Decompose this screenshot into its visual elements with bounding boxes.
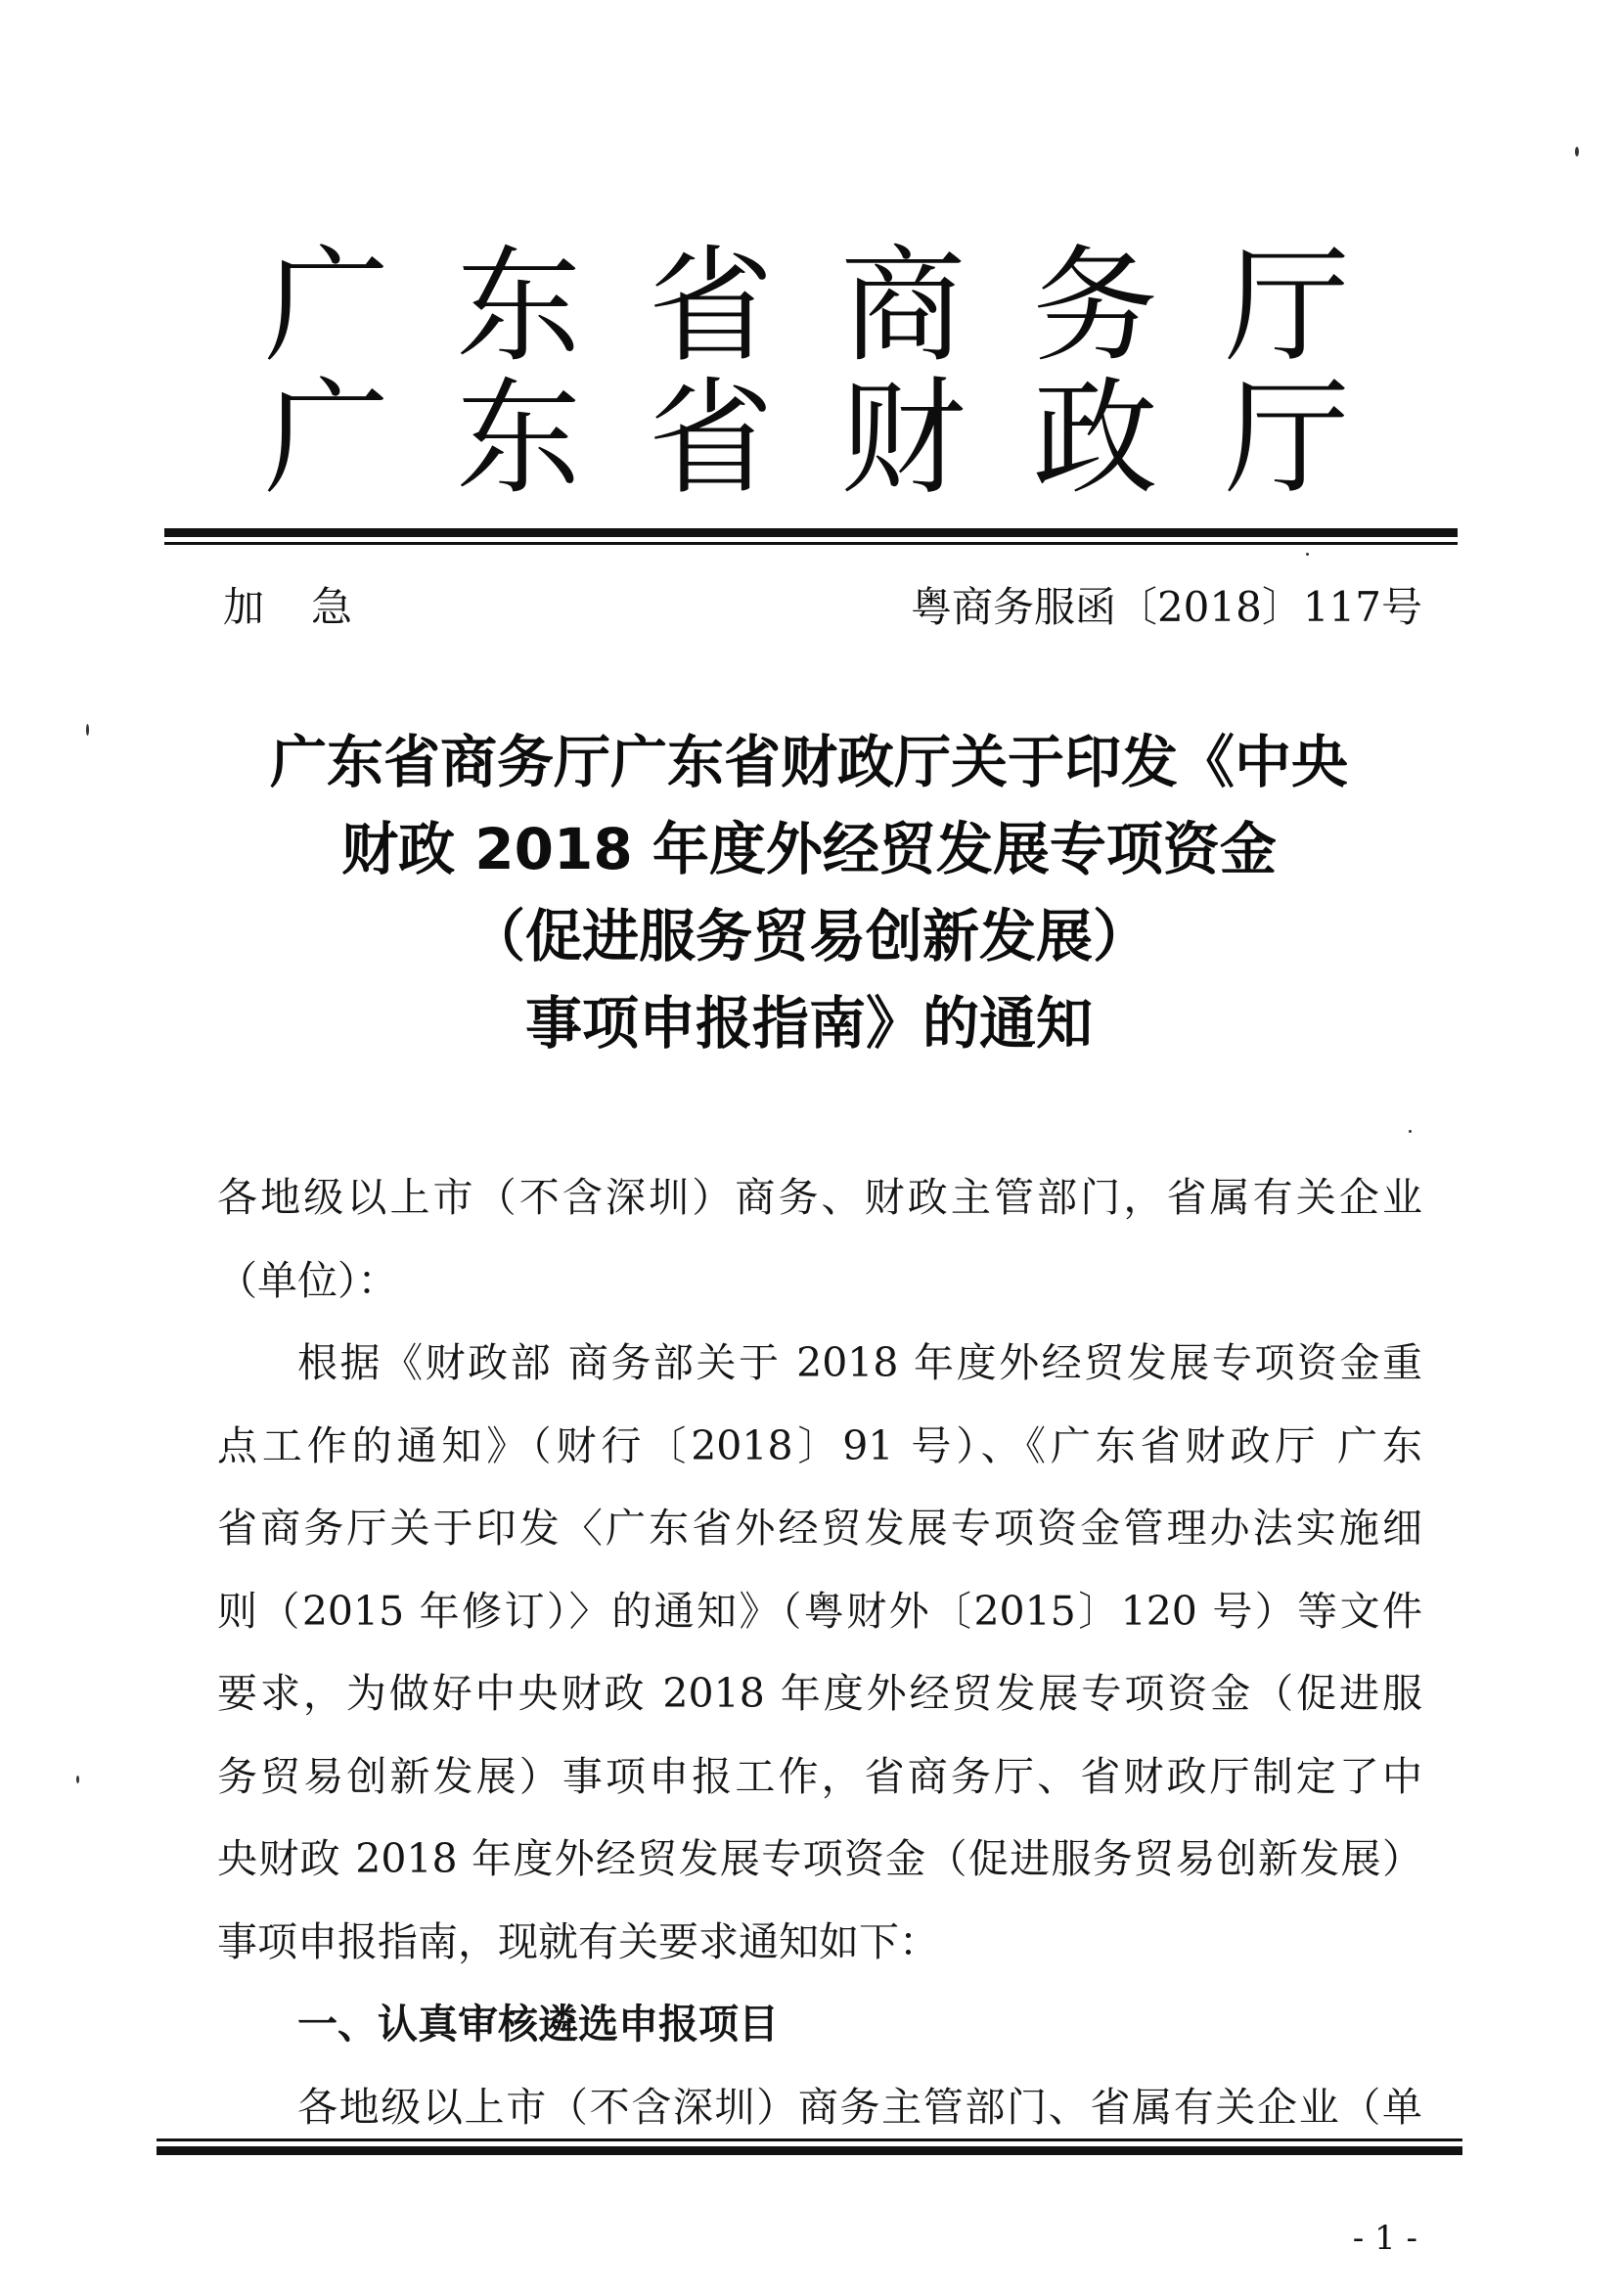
footer-divider-thick <box>157 2146 1462 2155</box>
masthead-char: 务 <box>1032 234 1158 380</box>
paragraph-line: 省商务厅关于印发〈广东省外经贸发展专项资金管理办法实施细 <box>217 1505 1422 1552</box>
section-heading: 一、认真审核遴选申报项目 <box>297 2001 779 2048</box>
masthead-char: 政 <box>1032 366 1158 512</box>
paragraph-line: 点工作的通知》（财行〔2018〕91 号）、《广东省财政厅 广东 <box>217 1421 1422 1469</box>
paragraph-line: 务贸易创新发展）事项申报工作，省商务厅、省财政厅制定了中 <box>217 1752 1422 1800</box>
scan-speck <box>1409 1130 1412 1133</box>
addressee-line: 各地级以上市（不含深圳）商务、财政主管部门，省属有关企业 <box>217 1174 1422 1221</box>
masthead-char: 广 <box>264 234 390 380</box>
paragraph-line: 各地级以上市（不含深圳）商务主管部门、省属有关企业（单 <box>297 2083 1422 2131</box>
paragraph-line: 事项申报指南，现就有关要求通知如下： <box>217 1917 939 1965</box>
header-divider-thick <box>164 528 1458 537</box>
document-title <box>196 719 1422 1067</box>
paragraph-line: 央财政 2018 年度外经贸发展专项资金（促进服务贸易创新发展） <box>217 1835 1422 1882</box>
scan-speck <box>1575 147 1579 157</box>
title-line: 财政 2018 年度外经贸发展专项资金 <box>341 816 1277 882</box>
title-line: （促进服务贸易创新发展） <box>468 903 1149 969</box>
scan-speck <box>1306 553 1309 556</box>
title-line: 广东省商务厅广东省财政厅关于印发《中央 <box>269 729 1348 795</box>
masthead-char: 厅 <box>1224 366 1350 512</box>
document-number: 粤商务服函〔2018〕117号 <box>910 583 1422 631</box>
footer-divider-thin <box>157 2138 1462 2141</box>
masthead-char: 厅 <box>1224 234 1350 380</box>
page-number: - 1 - <box>1352 2219 1417 2258</box>
masthead-char: 东 <box>456 234 582 380</box>
masthead-char: 广 <box>264 366 390 512</box>
document-body <box>217 1156 1422 2148</box>
urgency-label: 加急 <box>223 583 400 631</box>
masthead-char: 商 <box>840 234 966 380</box>
paragraph-line: 则（2015 年修订）〉的通知》（粤财外〔2015〕120 号）等文件 <box>217 1587 1422 1635</box>
title-line: 事项申报指南》的通知 <box>524 990 1093 1057</box>
masthead-char: 省 <box>648 234 774 380</box>
masthead-commerce-dept <box>264 234 1350 380</box>
scan-speck <box>76 1776 79 1783</box>
masthead-char: 东 <box>456 366 582 512</box>
paragraph-line: 要求，为做好中央财政 2018 年度外经贸发展专项资金（促进服 <box>217 1670 1422 1717</box>
addressee-line: （单位）： <box>217 1256 398 1304</box>
masthead-char: 财 <box>840 366 966 512</box>
scan-speck <box>86 724 89 736</box>
masthead-finance-dept <box>264 366 1350 512</box>
header-divider-thin <box>164 542 1458 545</box>
paragraph-line: 根据《财政部 商务部关于 2018 年度外经贸发展专项资金重 <box>297 1339 1422 1386</box>
masthead-char: 省 <box>648 366 774 512</box>
